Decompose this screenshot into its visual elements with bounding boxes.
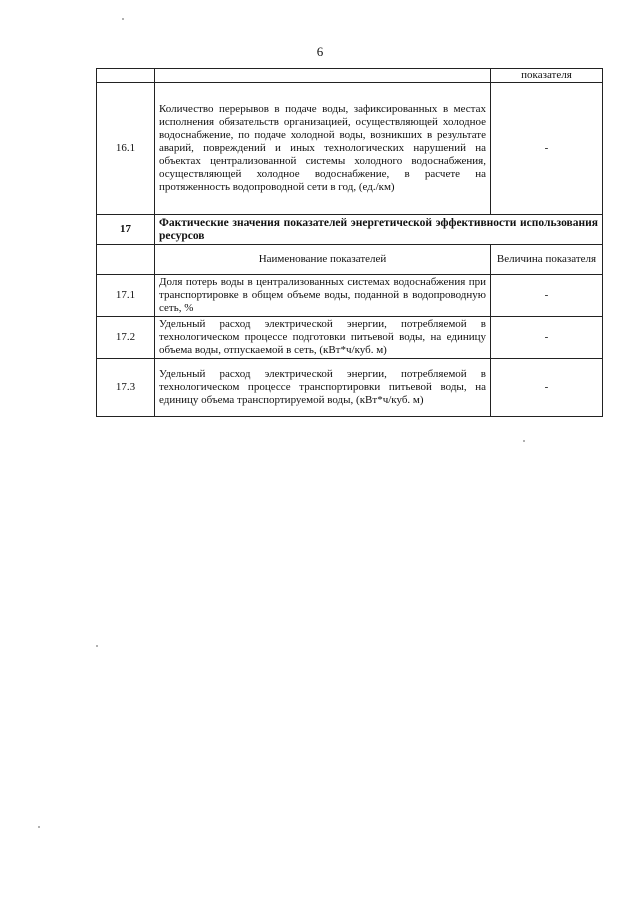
section-number: 17 — [97, 215, 155, 245]
scan-speck — [122, 18, 124, 20]
section-row — [97, 215, 603, 245]
scan-speck — [96, 645, 98, 647]
table-continuation-row — [97, 69, 603, 83]
value-header-tail: показателя — [491, 69, 603, 83]
section-title: Фактические значения показателей энергетической эффективности использования ресурсов — [155, 215, 603, 245]
cell-empty — [155, 69, 491, 83]
row-number: 17.3 — [97, 359, 155, 417]
row-description: Удельный расход электрической энергии, потребляемой в технологическом процессе подготовки питьевой воды, на единицу объема воды, отпускаемой в сеть, (кВт*ч/куб. м) — [155, 317, 491, 359]
row-description: Количество перерывов в подаче воды, зафиксированных в местах исполнения обязательств организацией, осуществляющей холодное водоснабжение, по подаче холодной воды, возникших в результате аварий, повреждений и иных технологических нарушений на объектах централизованной системы холодного водоснабжения, осуществляющей холодное водоснабжение, в расчете на протяженность водопроводной сети в год, (ед./км) — [155, 83, 491, 215]
row-number: 17.1 — [97, 275, 155, 317]
cell-empty — [97, 245, 155, 275]
table-row — [97, 275, 603, 317]
row-value: - — [491, 275, 603, 317]
table-row — [97, 317, 603, 359]
page-number: 6 — [316, 44, 324, 59]
scan-speck — [523, 440, 525, 442]
table-row — [97, 359, 603, 417]
column-header-row — [97, 245, 603, 275]
indicators-table — [96, 68, 603, 417]
row-value: - — [491, 359, 603, 417]
value-column-header: Величина показателя — [491, 245, 603, 275]
row-number: 16.1 — [97, 83, 155, 215]
scan-speck — [38, 826, 40, 828]
row-value: - — [491, 317, 603, 359]
row-description: Удельный расход электрической энергии, потребляемой в технологическом процессе транспортировки питьевой воды, на единицу объема транспортируемой воды, (кВт*ч/куб. м) — [155, 359, 491, 417]
table-row — [97, 83, 603, 215]
row-description: Доля потерь воды в централизованных системах водоснабжения при транспортировке в общем объеме воды, поданной в водопроводную сеть, % — [155, 275, 491, 317]
cell-empty — [97, 69, 155, 83]
name-column-header: Наименование показателей — [155, 245, 491, 275]
row-number: 17.2 — [97, 317, 155, 359]
row-value: - — [491, 83, 603, 215]
